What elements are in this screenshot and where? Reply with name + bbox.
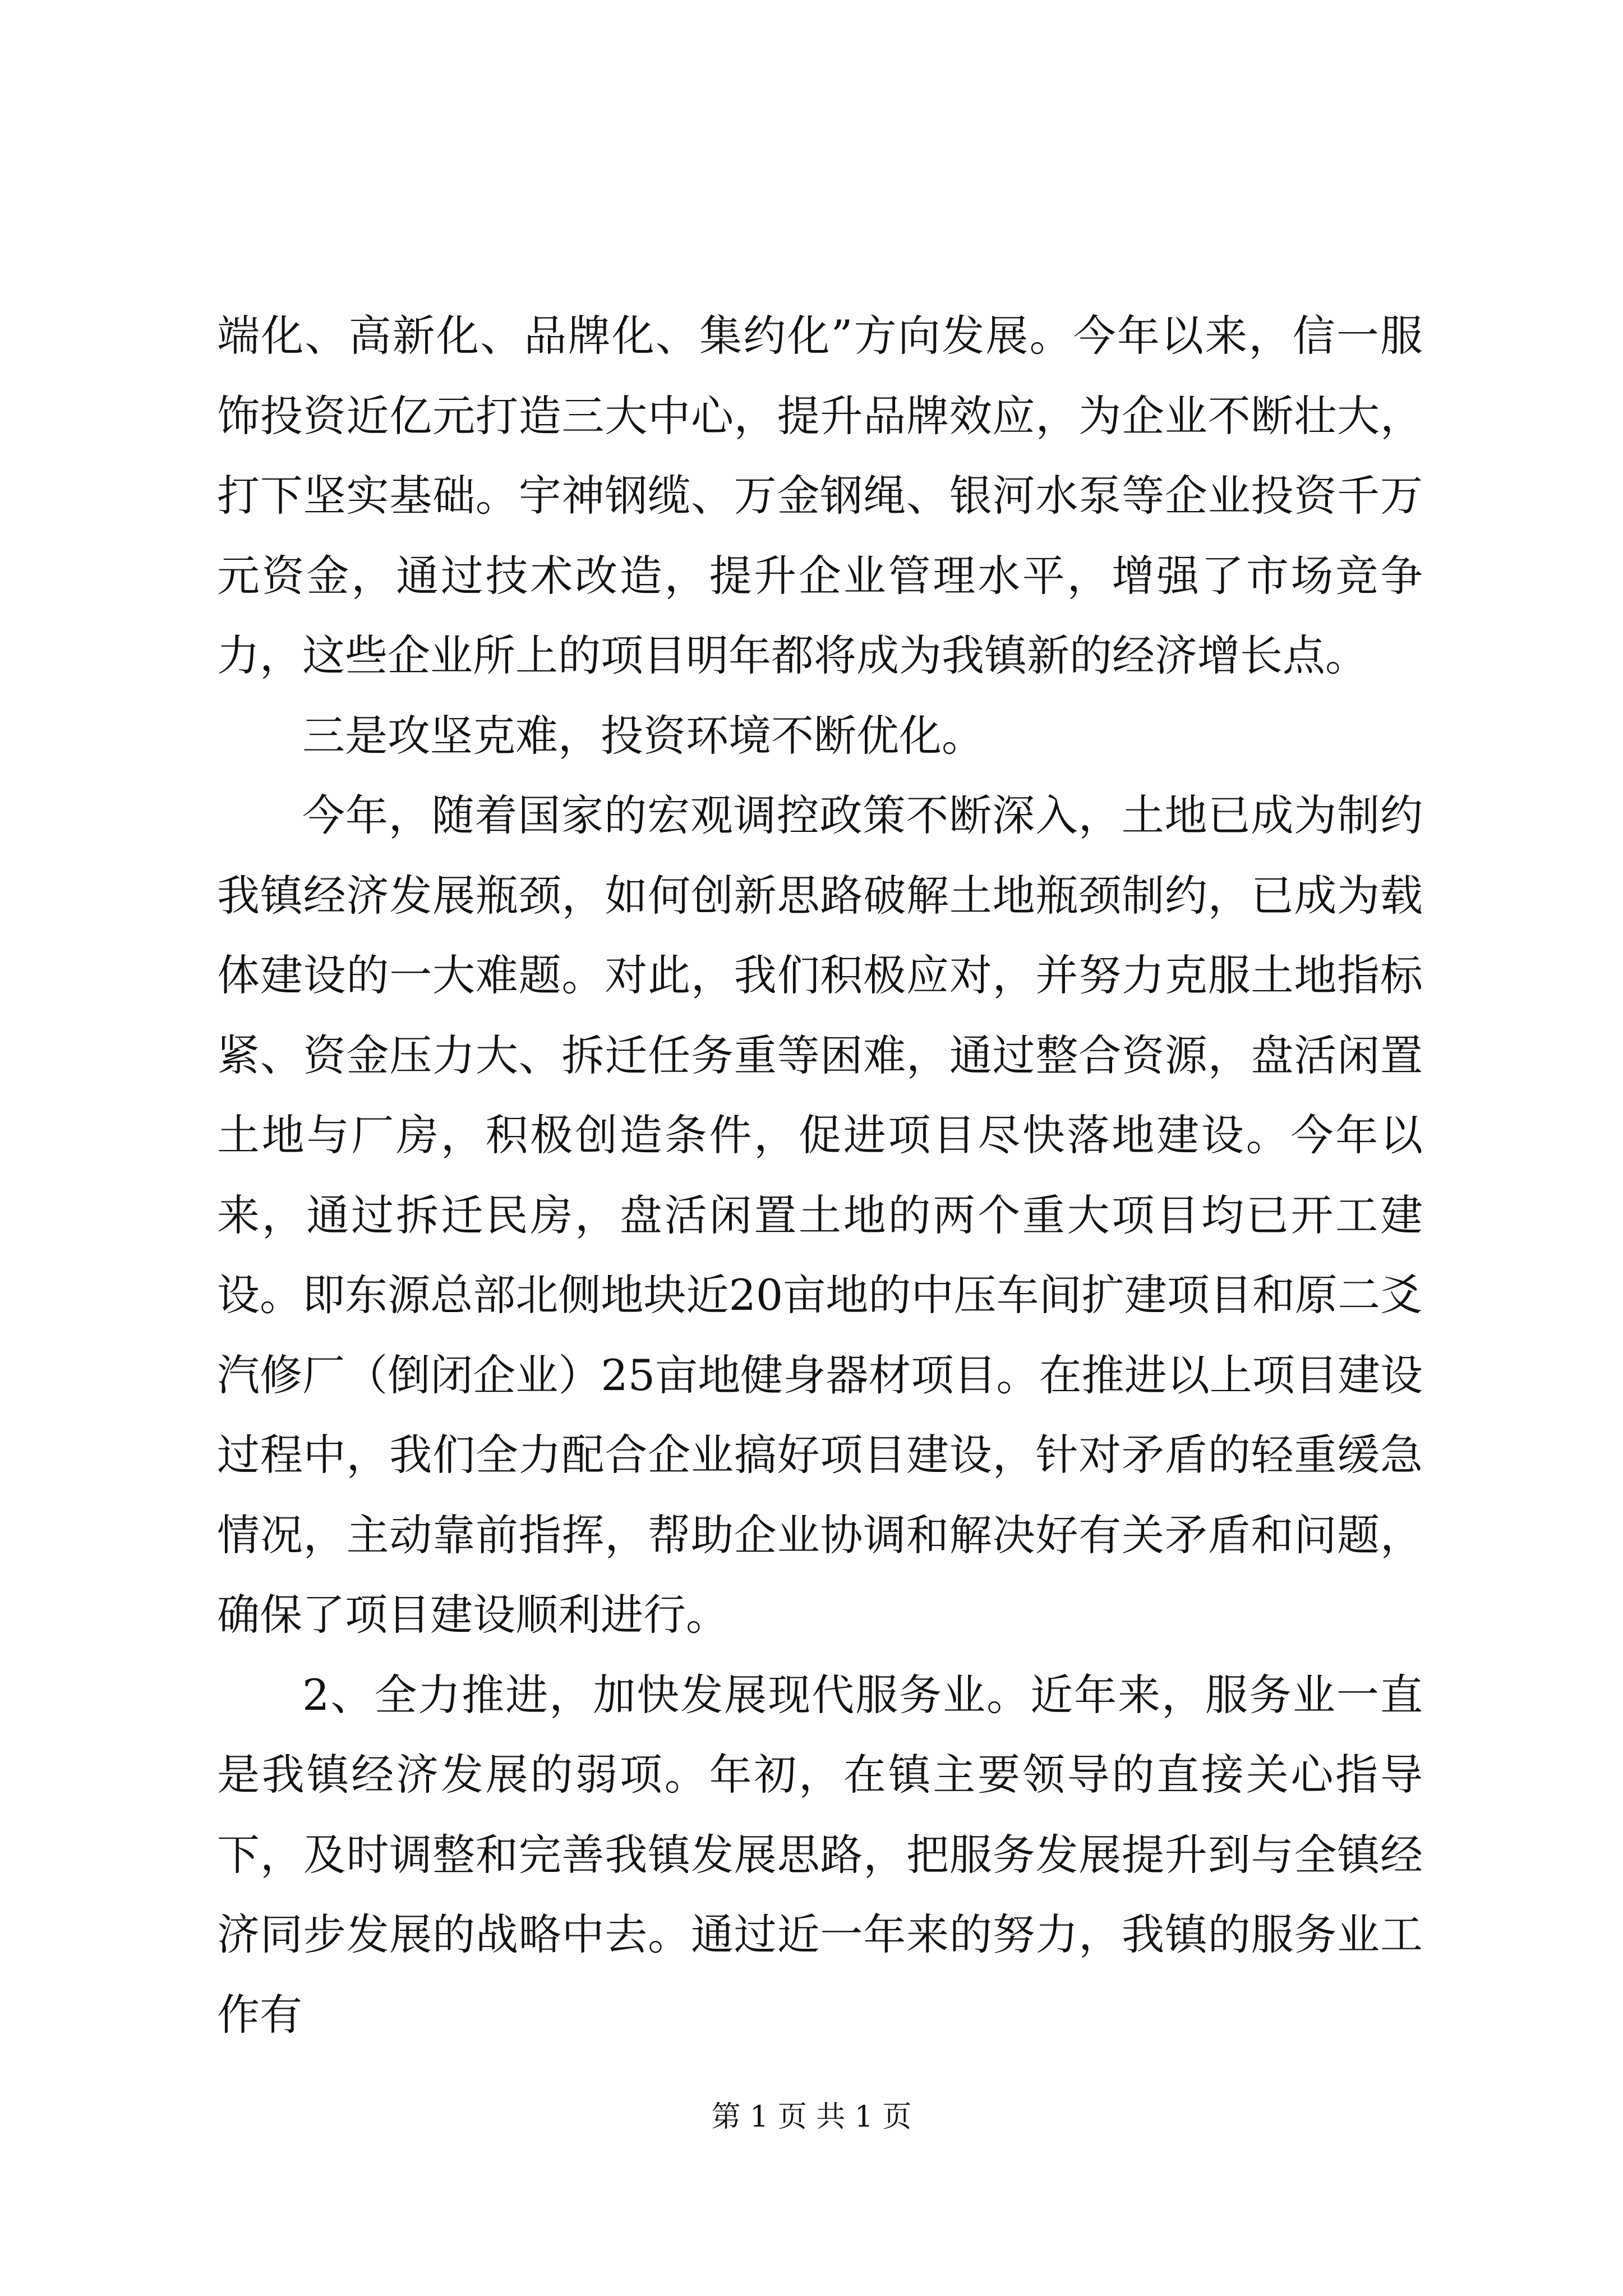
paragraph-3: 今年，随着国家的宏观调控政策不断深入，土地已成为制约我镇经济发展瓶颈，如何创新思路破解土地瓶颈制约，已成为载体建设的一大难题。对此，我们积极应对，并努力克服土地指标紧、资金压力大、拆迁任务重等困难，通过整合资源，盘活闲置土地与厂房，积极创造条件，促进项目尽快落地建设。今年以来，通过拆迁民房，盘活闲置土地的两个重大项目均已开工建设。即东源总部北侧地块近20亩地的中压车间扩建项目和原二爻汽修厂（倒闭企业）25亩地健身器材项目。在推进以上项目建设过程中，我们全力配合企业搞好项目建设，针对矛盾的轻重缓急情况，主动靠前指挥，帮助企业协调和解决好有关矛盾和问题，确保了项目建设顺利进行。 bbox=[217, 790, 1423, 1640]
paragraph-1: 端化、高新化、品牌化、集约化”方向发展。今年以来，信一服饰投资近亿元打造三大中心，提升品牌效应，为企业不断壮大，打下坚实基础。宇神钢缆、万金钢绳、银河水泵等企业投资千万元资金，通过技术改造，提升企业管理水平，增强了市场竞争力，这些企业所上的项目明年都将成为我镇新的经济增长点。 bbox=[217, 311, 1423, 680]
paragraph-4: 2、全力推进，加快发展现代服务业。近年来，服务业一直是我镇经济发展的弱项。年初，在镇主要领导的直接关心指导下，及时调整和完善我镇发展思路，把服务发展提升到与全镇经济同步发展的战略中去。通过近一年来的努力，我镇的服务业工作有 bbox=[217, 1669, 1423, 2040]
paragraph-2: 三是攻坚克难，投资环境不断优化。 bbox=[302, 710, 984, 761]
document-body bbox=[217, 296, 1423, 2055]
page-footer: 第 1 页 共 1 页 bbox=[711, 2100, 912, 2134]
